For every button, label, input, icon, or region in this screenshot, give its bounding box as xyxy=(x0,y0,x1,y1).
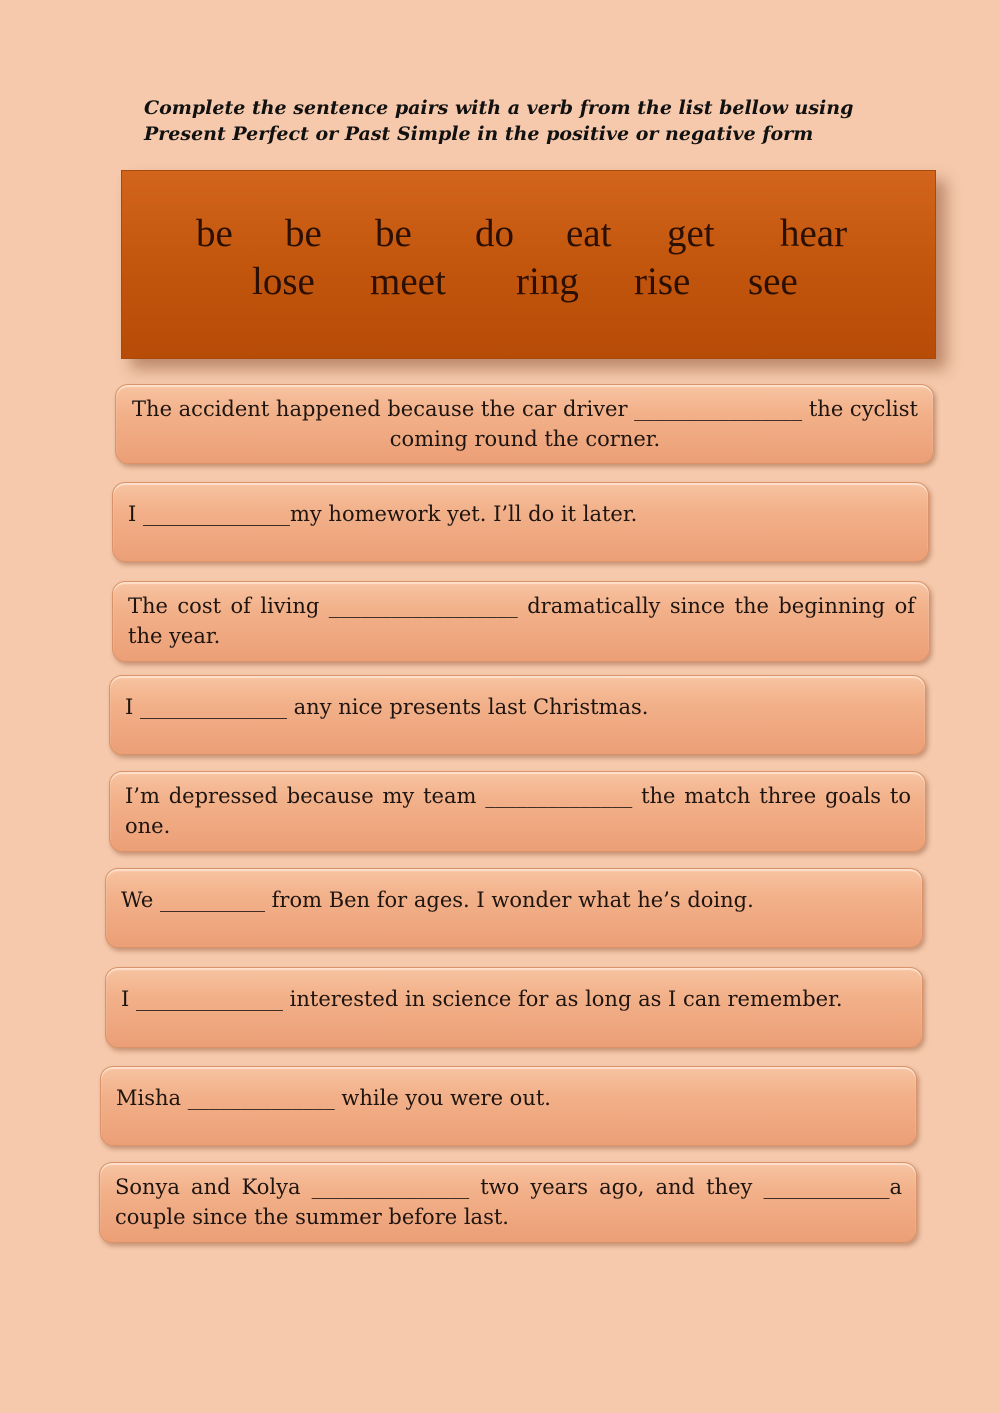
sentence-text: The accident happened because the car driver ________________ the cyclist coming round the corner. xyxy=(132,397,918,451)
sentence-text: I ______________ interested in science for as long as I can remember. xyxy=(121,987,843,1011)
word-bank-item: be xyxy=(196,212,233,255)
sentence-card-3 xyxy=(112,581,930,662)
sentence-card-6 xyxy=(105,868,923,948)
sentence-text: I ______________my homework yet. I’ll do it later. xyxy=(128,502,638,526)
sentence-card-4 xyxy=(109,675,926,755)
word-bank-item: eat xyxy=(566,212,612,255)
sentence-card-9 xyxy=(99,1162,917,1243)
sentence-text: The cost of living __________________ dramatically since the beginning of the year. xyxy=(128,594,915,648)
sentence-text: We __________ from Ben for ages. I wonder what he’s doing. xyxy=(121,888,754,912)
word-bank-item: meet xyxy=(370,260,446,303)
word-bank-item: rise xyxy=(634,260,691,303)
word-bank-item: hear xyxy=(780,212,848,255)
sentence-text: Misha ______________ while you were out. xyxy=(116,1086,551,1110)
word-bank-item: get xyxy=(667,212,715,255)
word-bank-item: be xyxy=(285,212,322,255)
sentence-text: Sonya and Kolya _______________ two years ago, and they ____________a couple since the summer before last. xyxy=(115,1175,902,1229)
word-bank-item: see xyxy=(748,260,798,303)
sentence-card-5 xyxy=(109,771,926,852)
instructions xyxy=(144,95,944,147)
instructions-line-2: Present Perfect or Past Simple in the positive or negative form xyxy=(144,123,814,145)
sentence-card-2 xyxy=(112,482,929,562)
word-bank-item: be xyxy=(375,212,412,255)
sentence-card-8 xyxy=(100,1066,917,1146)
sentence-card-1 xyxy=(115,384,934,464)
word-bank-item: lose xyxy=(252,260,315,303)
sentence-text: I ______________ any nice presents last Christmas. xyxy=(125,695,649,719)
sentence-card-7 xyxy=(105,967,923,1048)
word-bank-item: do xyxy=(475,212,514,255)
word-bank-item: ring xyxy=(516,260,579,303)
word-bank xyxy=(121,170,936,359)
sentence-text: I’m depressed because my team ______________ the match three goals to one. xyxy=(125,784,911,838)
instructions-line-1: Complete the sentence pairs with a verb from the list bellow using xyxy=(144,97,854,119)
